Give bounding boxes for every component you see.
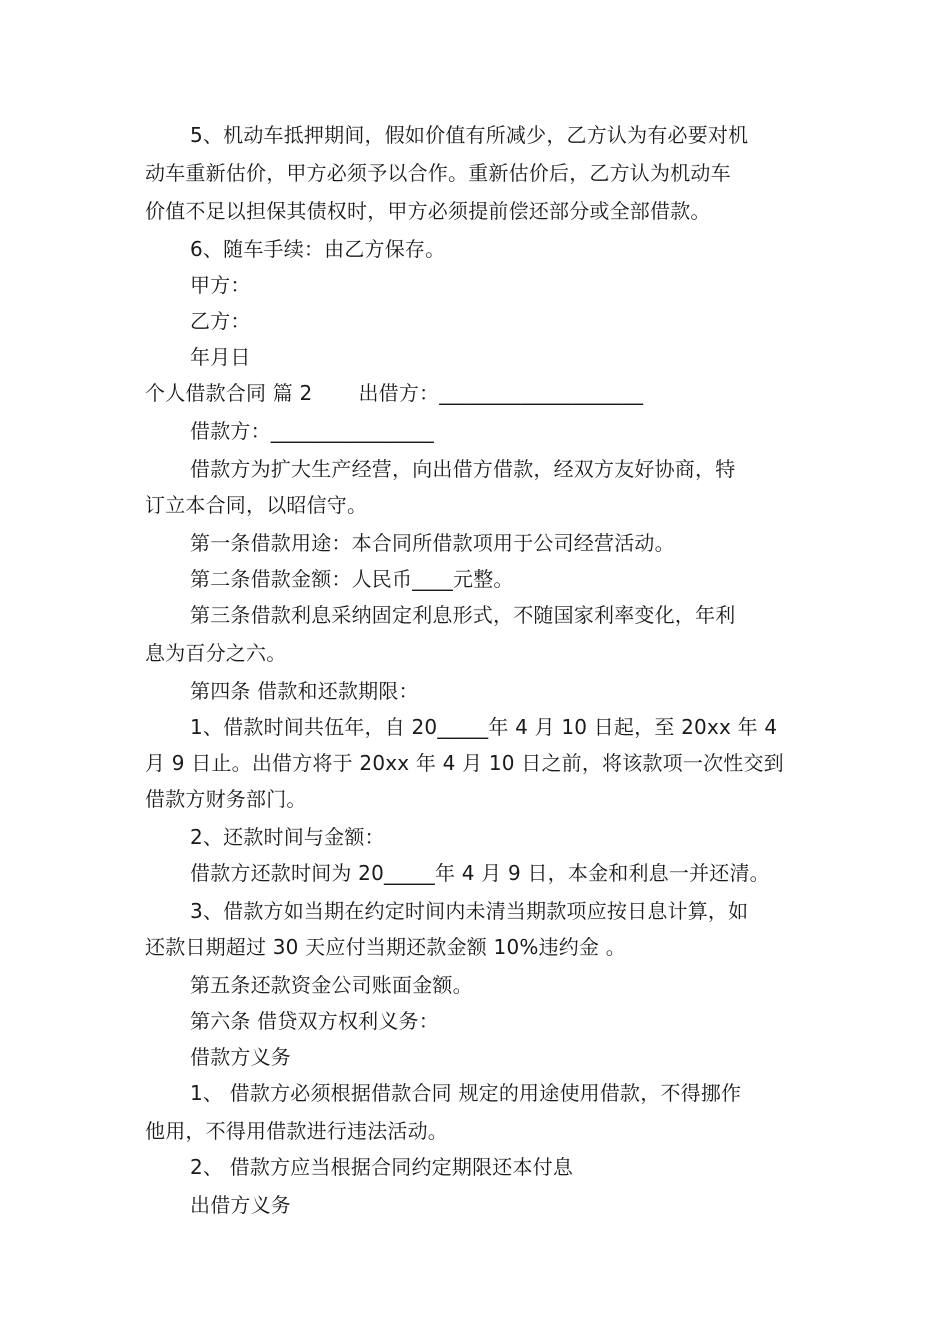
paragraph-line: 第三条借款利息采纳固定利息形式，不随国家利率变化，年利 — [190, 603, 736, 627]
borrower-label: 借款方：________________ — [190, 419, 434, 443]
paragraph-line: 出借方义务 — [190, 1193, 291, 1217]
paragraph-line: 月 9 日止。出借方将于 20xx 年 4 月 10 日之前，将该款项一次性交到 — [145, 751, 784, 775]
paragraph-line: 3、借款方如当期在约定时间内未清当期款项应按日息计算，如 — [190, 899, 749, 923]
paragraph-line: 1、 借款方必须根据借款合同 规定的用途使用借款，不得挪作 — [190, 1081, 742, 1105]
paragraph-line: 动车重新估价，甲方必须予以合作。重新估价后，乙方认为机动车 — [145, 161, 731, 185]
paragraph-line: 2、 借款方应当根据合同约定期限还本付息 — [190, 1155, 574, 1179]
paragraph-line: 借款方财务部门。 — [145, 787, 307, 811]
paragraph-line: 5、机动车抵押期间，假如价值有所减少，乙方认为有必要对机 — [190, 123, 749, 147]
paragraph-line: 第一条借款用途：本合同所借款项用于公司经营活动。 — [190, 531, 675, 555]
paragraph-line: 息为百分之六。 — [145, 641, 287, 665]
paragraph-line: 第五条还款资金公司账面金额。 — [190, 973, 473, 997]
paragraph-line: 他用，不得用借款进行违法活动。 — [145, 1119, 448, 1143]
date-label: 年月日 — [190, 345, 251, 369]
paragraph-line: 借款方还款时间为 20_____年 4 月 9 日，本金和利息一并还清。 — [190, 861, 770, 885]
paragraph-line: 1、借款时间共伍年，自 20_____年 4 月 10 日起，至 20xx 年 4 — [190, 715, 778, 739]
paragraph-line: 第二条借款金额：人民币____元整。 — [190, 567, 514, 591]
paragraph-line: 还款日期超过 30 天应付当期还款金额 10%违约金 。 — [145, 935, 626, 959]
paragraph-line: 借款方为扩大生产经营，向出借方借款，经双方友好协商，特 — [190, 457, 736, 481]
party-a-label: 甲方： — [190, 273, 251, 297]
paragraph-line: 价值不足以担保其债权时，甲方必须提前偿还部分或全部借款。 — [145, 199, 711, 223]
lender-label: 出借方：____________________ — [358, 381, 644, 405]
section-title-line — [145, 380, 643, 406]
party-b-label: 乙方： — [190, 309, 251, 333]
paragraph-line: 6、随车手续：由乙方保存。 — [190, 237, 446, 261]
section-title: 个人借款合同 篇 2 — [145, 381, 313, 405]
paragraph-line: 借款方义务 — [190, 1045, 291, 1069]
paragraph-line: 2、还款时间与金额： — [190, 825, 385, 849]
paragraph-line: 订立本合同，以昭信守。 — [145, 493, 368, 517]
paragraph-line: 第六条 借贷双方权利义务： — [190, 1009, 439, 1033]
paragraph-line: 第四条 借款和还款期限： — [190, 679, 419, 703]
